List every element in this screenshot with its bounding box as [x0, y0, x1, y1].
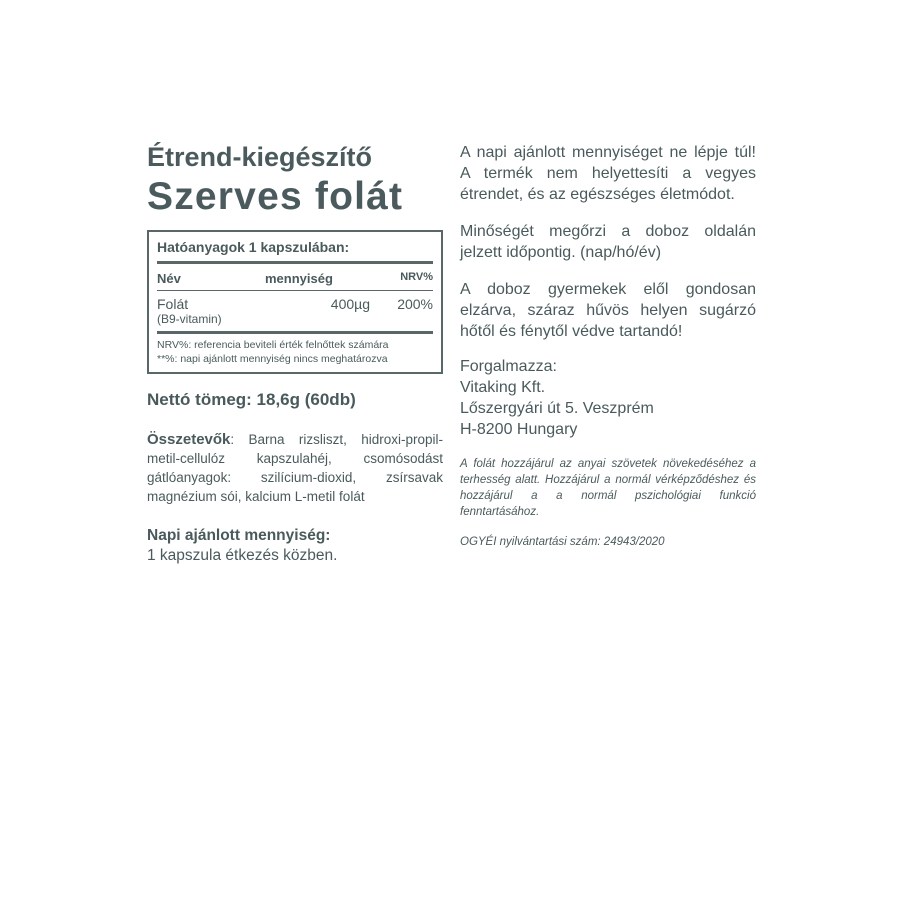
storage-text: A doboz gyermekek elől gondosan elzárva, száraz hűvös helyen sugárzó hőtől és fénytől védve tartandó! [460, 281, 756, 340]
ingredient-name: Folát [157, 296, 189, 312]
best-before-text: Minőségét megőrzi a doboz oldalán jelzett időpontig. (nap/hó/év) [460, 223, 756, 261]
ingredients [147, 430, 443, 506]
ingredient-amount: 400µg [330, 296, 370, 312]
left-column [147, 140, 443, 566]
right-column [460, 142, 756, 550]
product-category: Étrend-kiegészítő [147, 142, 373, 172]
footnote-nrv: NRV%: referencia beviteli érték felnőttek számára [157, 339, 389, 351]
ingredient-nrv: 200% [397, 296, 433, 312]
ingredients-text: : Barna rizsliszt, hidroxi-propil-metil-cellulóz kapszulahéj, csomósodást gátlóanyagok: szilícium-dioxid, zsírsavak magnézium sói, kalcium L-metil folát [147, 432, 443, 504]
distributor-label: Forgalmazza: [460, 358, 557, 375]
column-name-header: Név [157, 271, 181, 286]
distributor-street: Lőszergyári út 5. Veszprém [460, 400, 654, 417]
ingredients-label: Összetevők [147, 431, 231, 448]
column-amount-header: mennyiség [265, 271, 333, 286]
column-nrv-header: NRV% [400, 271, 433, 283]
dose-label: Napi ajánlott mennyiség: [147, 527, 331, 544]
nutrition-column-headers [157, 264, 433, 291]
distributor-name: Vitaking Kft. [460, 379, 546, 396]
product-title: Szerves folát [147, 175, 404, 218]
nutrition-footnotes [157, 334, 433, 366]
nutrition-row [157, 291, 433, 312]
distributor-block [460, 356, 756, 440]
dose-text: 1 kapszula étkezés közben. [147, 547, 338, 564]
registration-number: OGYÉI nyilvántartási szám: 24943/2020 [460, 536, 665, 548]
nutrition-table [147, 230, 443, 374]
footnote-undefined: **%: napi ajánlott mennyiség nincs meghatározva [157, 352, 388, 365]
nutrition-header: Hatóanyagok 1 kapszulában: [157, 236, 433, 264]
distributor-city: H-8200 Hungary [460, 421, 578, 438]
warning-text: A napi ajánlott mennyiséget ne lépje túl! A termék nem helyettesíti a vegyes étrendet, és az egészséges életmódot. [460, 144, 756, 203]
net-weight: Nettó tömeg: 18,6g (60db) [147, 390, 356, 409]
health-claims: A folát hozzájárul az anyai szövetek növekedéséhez a terhesség alatt. Hozzájárul a normál vérképződéshez és hozzájárul a a normál pszichológiai funkció fenntartásához. [460, 458, 756, 518]
ingredient-subname: (B9-vitamin) [157, 312, 433, 334]
